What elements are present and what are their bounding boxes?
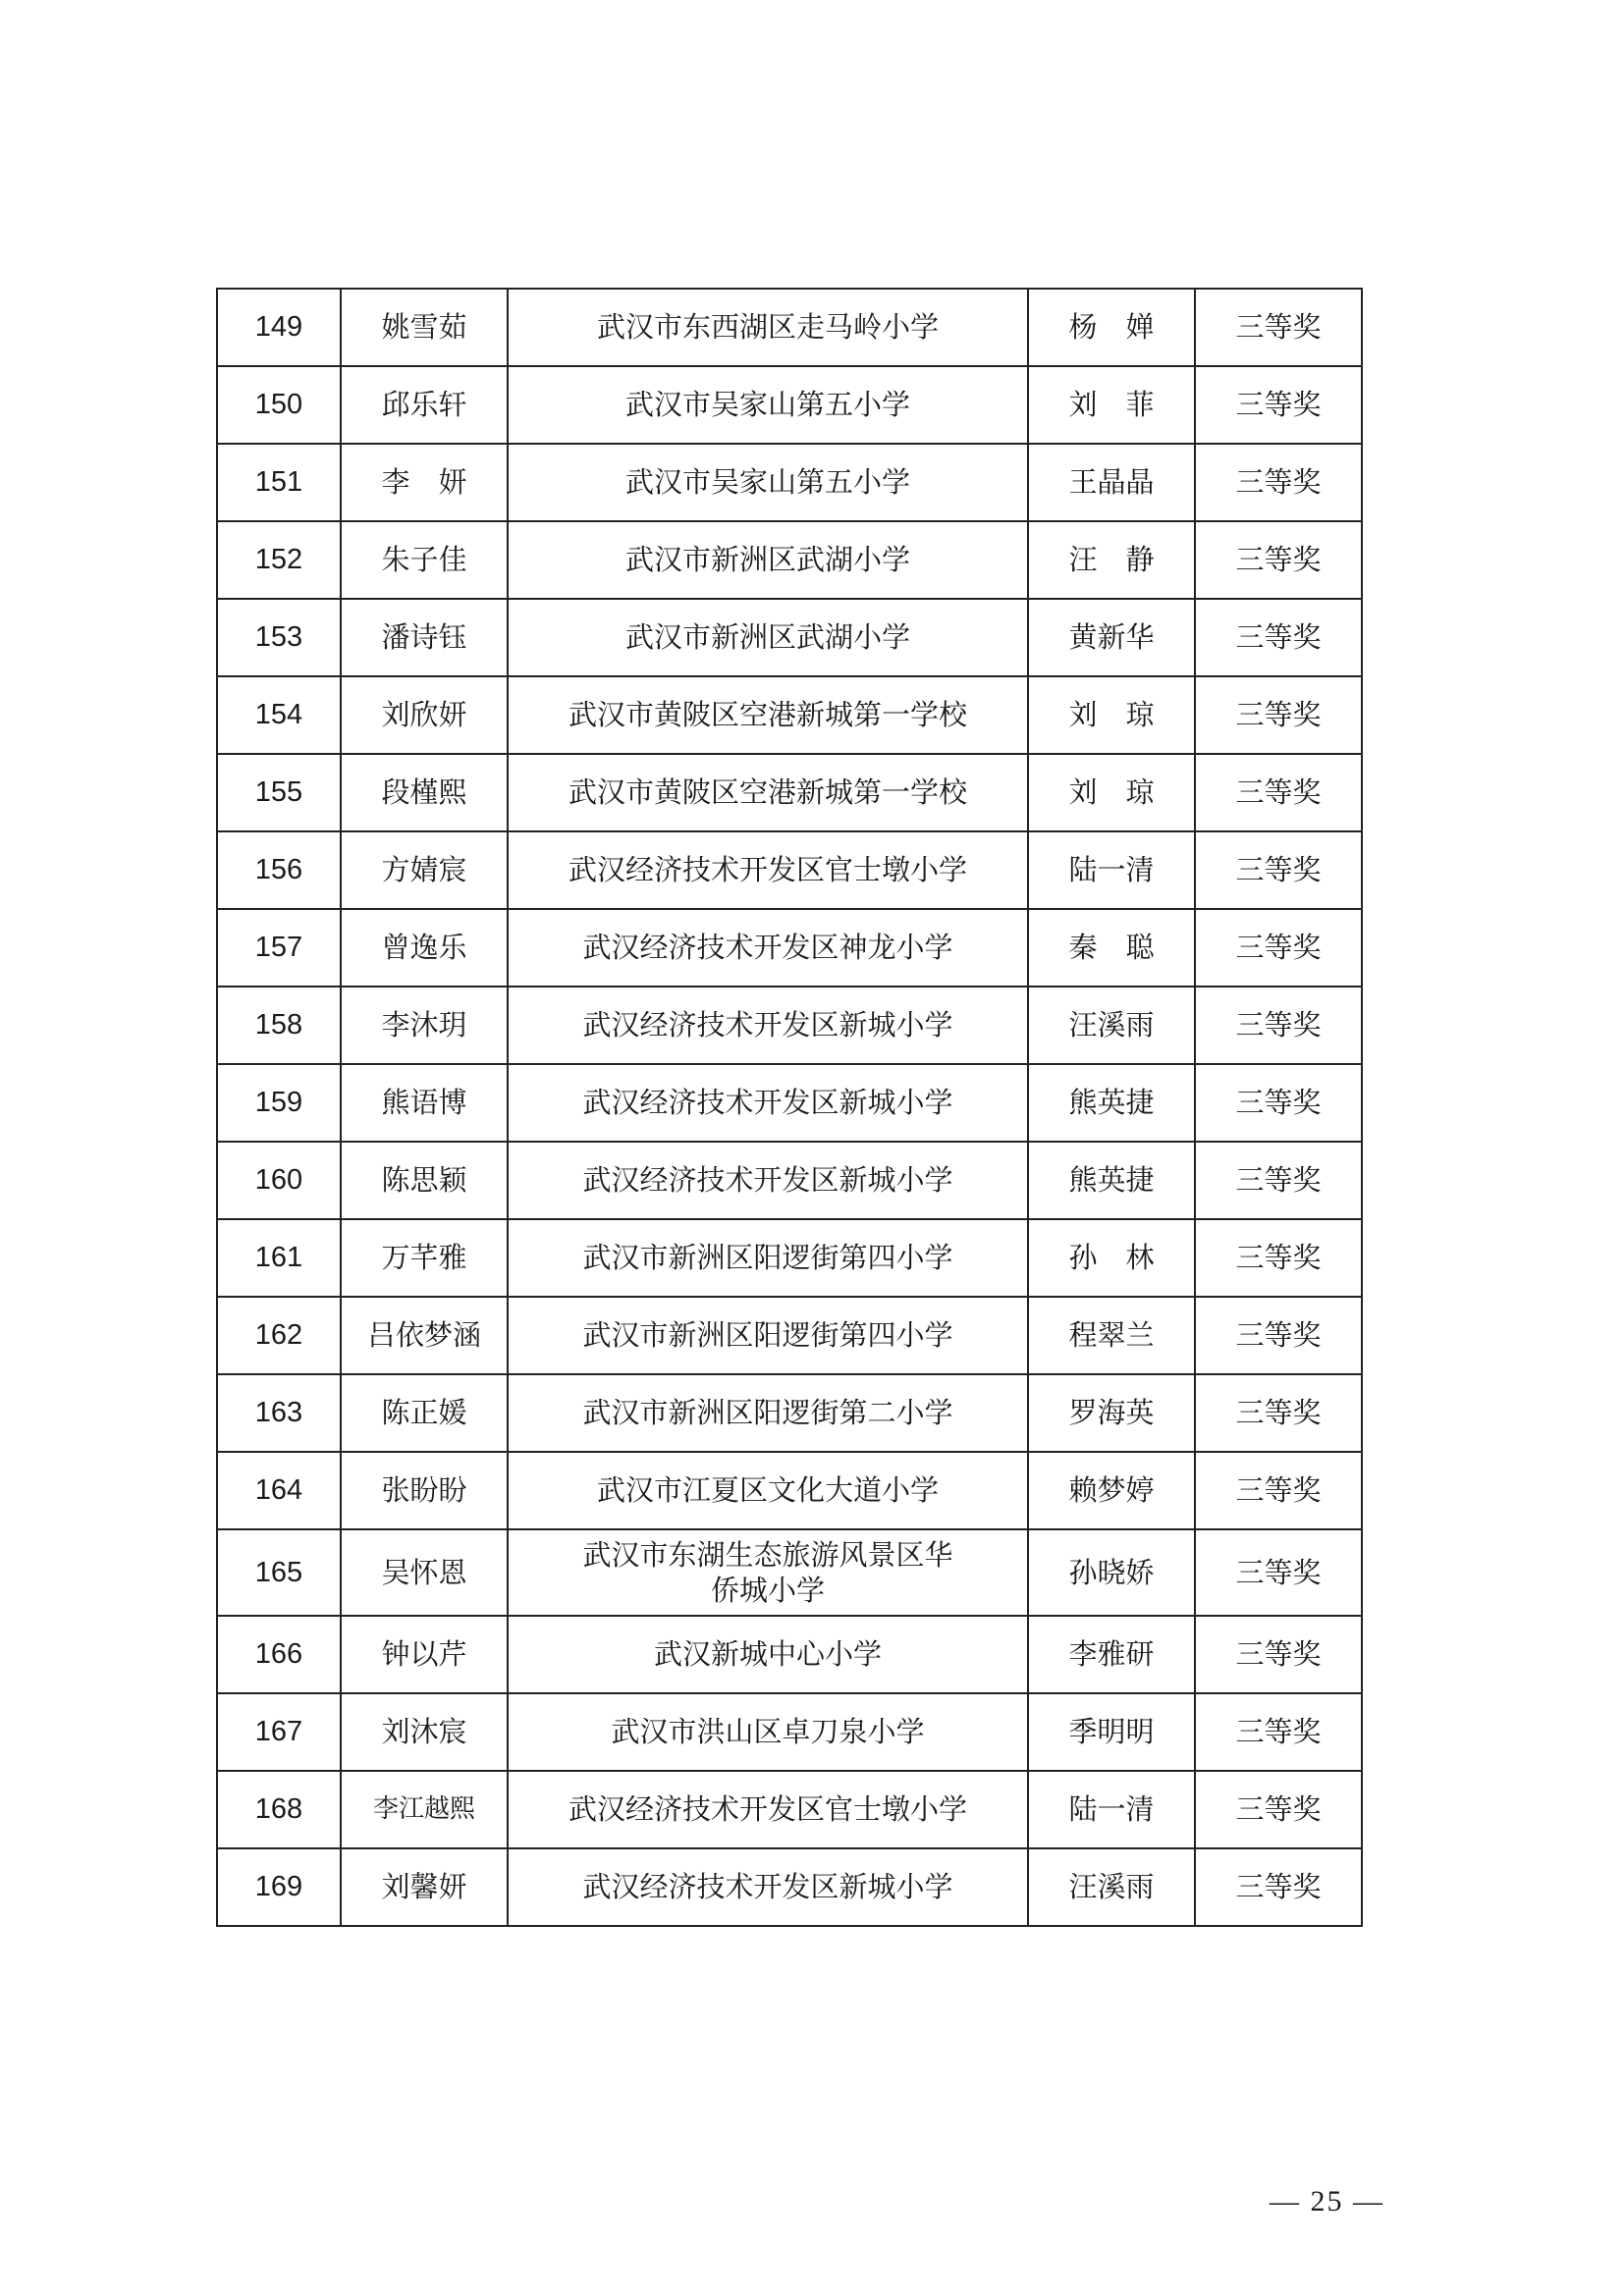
cell-name: 曾逸乐 [341, 909, 508, 987]
cell-no: 168 [217, 1771, 341, 1848]
cell-teacher: 李雅研 [1028, 1616, 1195, 1693]
table-row [217, 676, 1362, 754]
cell-no: 159 [217, 1064, 341, 1142]
cell-teacher: 王晶晶 [1028, 444, 1195, 521]
table-row [217, 1771, 1362, 1848]
cell-award: 三等奖 [1195, 1848, 1362, 1926]
cell-school: 武汉经济技术开发区新城小学 [508, 1064, 1028, 1142]
cell-teacher: 熊英捷 [1028, 1142, 1195, 1219]
cell-name: 吴怀恩 [341, 1529, 508, 1616]
cell-school: 武汉经济技术开发区新城小学 [508, 1848, 1028, 1926]
cell-teacher: 陆一清 [1028, 831, 1195, 909]
cell-award: 三等奖 [1195, 987, 1362, 1064]
cell-no: 164 [217, 1452, 341, 1529]
cell-no: 169 [217, 1848, 341, 1926]
table-row [217, 987, 1362, 1064]
cell-school: 武汉经济技术开发区官士墩小学 [508, 831, 1028, 909]
table-row [217, 599, 1362, 676]
cell-award: 三等奖 [1195, 1771, 1362, 1848]
cell-school: 武汉市新洲区武湖小学 [508, 521, 1028, 599]
cell-no: 166 [217, 1616, 341, 1693]
cell-name: 段槿熙 [341, 754, 508, 831]
cell-teacher: 孙 林 [1028, 1219, 1195, 1297]
cell-name: 李沐玥 [341, 987, 508, 1064]
cell-name: 万芊雅 [341, 1219, 508, 1297]
cell-name: 李 妍 [341, 444, 508, 521]
cell-name: 邱乐轩 [341, 366, 508, 444]
cell-no: 156 [217, 831, 341, 909]
cell-award: 三等奖 [1195, 1693, 1362, 1771]
cell-name: 方婧宸 [341, 831, 508, 909]
cell-no: 150 [217, 366, 341, 444]
table-row [217, 831, 1362, 909]
award-list-table [216, 288, 1363, 1927]
cell-no: 160 [217, 1142, 341, 1219]
cell-no: 154 [217, 676, 341, 754]
cell-school: 武汉经济技术开发区新城小学 [508, 987, 1028, 1064]
cell-award: 三等奖 [1195, 831, 1362, 909]
cell-award: 三等奖 [1195, 1452, 1362, 1529]
cell-teacher: 汪溪雨 [1028, 987, 1195, 1064]
cell-school: 武汉市东西湖区走马岭小学 [508, 289, 1028, 366]
cell-name: 李江越熙 [341, 1771, 508, 1848]
cell-no: 155 [217, 754, 341, 831]
cell-award: 三等奖 [1195, 1297, 1362, 1374]
cell-school: 武汉市新洲区阳逻街第四小学 [508, 1297, 1028, 1374]
table-row [217, 366, 1362, 444]
cell-school: 武汉市黄陂区空港新城第一学校 [508, 754, 1028, 831]
cell-award: 三等奖 [1195, 1064, 1362, 1142]
cell-school: 武汉市洪山区卓刀泉小学 [508, 1693, 1028, 1771]
table-row [217, 1693, 1362, 1771]
cell-award: 三等奖 [1195, 1529, 1362, 1616]
cell-teacher: 赖梦婷 [1028, 1452, 1195, 1529]
cell-award: 三等奖 [1195, 599, 1362, 676]
cell-teacher: 程翠兰 [1028, 1297, 1195, 1374]
cell-teacher: 刘 琼 [1028, 676, 1195, 754]
cell-no: 153 [217, 599, 341, 676]
cell-teacher: 秦 聪 [1028, 909, 1195, 987]
cell-name: 陈思颖 [341, 1142, 508, 1219]
cell-no: 167 [217, 1693, 341, 1771]
cell-no: 157 [217, 909, 341, 987]
cell-award: 三等奖 [1195, 1142, 1362, 1219]
cell-name: 钟以芹 [341, 1616, 508, 1693]
cell-name: 刘馨妍 [341, 1848, 508, 1926]
cell-award: 三等奖 [1195, 676, 1362, 754]
cell-teacher: 季明明 [1028, 1693, 1195, 1771]
cell-teacher: 陆一清 [1028, 1771, 1195, 1848]
cell-name: 潘诗钰 [341, 599, 508, 676]
cell-school: 武汉市东湖生态旅游风景区华侨城小学 [508, 1529, 1028, 1616]
table-row [217, 1616, 1362, 1693]
cell-name: 刘欣妍 [341, 676, 508, 754]
cell-no: 152 [217, 521, 341, 599]
cell-no: 163 [217, 1374, 341, 1452]
cell-school: 武汉市新洲区武湖小学 [508, 599, 1028, 676]
table-row [217, 1219, 1362, 1297]
cell-school: 武汉经济技术开发区新城小学 [508, 1142, 1028, 1219]
cell-school: 武汉市江夏区文化大道小学 [508, 1452, 1028, 1529]
cell-teacher: 汪溪雨 [1028, 1848, 1195, 1926]
cell-award: 三等奖 [1195, 754, 1362, 831]
table-row [217, 1529, 1362, 1616]
table-row [217, 1142, 1362, 1219]
cell-teacher: 汪 静 [1028, 521, 1195, 599]
cell-no: 162 [217, 1297, 341, 1374]
cell-award: 三等奖 [1195, 1374, 1362, 1452]
cell-school: 武汉市吴家山第五小学 [508, 444, 1028, 521]
page-number: — 25 — [1270, 2185, 1384, 2217]
cell-school: 武汉市新洲区阳逻街第二小学 [508, 1374, 1028, 1452]
cell-no: 158 [217, 987, 341, 1064]
cell-teacher: 杨 婵 [1028, 289, 1195, 366]
table-row [217, 1848, 1362, 1926]
table-row [217, 1374, 1362, 1452]
cell-school: 武汉市新洲区阳逻街第四小学 [508, 1219, 1028, 1297]
table-row [217, 289, 1362, 366]
cell-teacher: 罗海英 [1028, 1374, 1195, 1452]
cell-name: 朱子佳 [341, 521, 508, 599]
table-row [217, 754, 1362, 831]
cell-award: 三等奖 [1195, 444, 1362, 521]
cell-school: 武汉市吴家山第五小学 [508, 366, 1028, 444]
cell-school: 武汉经济技术开发区神龙小学 [508, 909, 1028, 987]
cell-teacher: 黄新华 [1028, 599, 1195, 676]
cell-teacher: 孙晓娇 [1028, 1529, 1195, 1616]
cell-award: 三等奖 [1195, 289, 1362, 366]
cell-no: 161 [217, 1219, 341, 1297]
cell-no: 149 [217, 289, 341, 366]
table-row [217, 1452, 1362, 1529]
cell-school: 武汉新城中心小学 [508, 1616, 1028, 1693]
cell-school: 武汉经济技术开发区官士墩小学 [508, 1771, 1028, 1848]
table-row [217, 521, 1362, 599]
cell-name: 陈正媛 [341, 1374, 508, 1452]
cell-award: 三等奖 [1195, 521, 1362, 599]
cell-school: 武汉市黄陂区空港新城第一学校 [508, 676, 1028, 754]
cell-name: 吕依梦涵 [341, 1297, 508, 1374]
cell-teacher: 熊英捷 [1028, 1064, 1195, 1142]
cell-award: 三等奖 [1195, 1616, 1362, 1693]
table-row [217, 909, 1362, 987]
table-row [217, 444, 1362, 521]
cell-name: 刘沐宸 [341, 1693, 508, 1771]
cell-name: 张盼盼 [341, 1452, 508, 1529]
table-row [217, 1064, 1362, 1142]
table-row [217, 1297, 1362, 1374]
cell-name: 熊语博 [341, 1064, 508, 1142]
cell-award: 三等奖 [1195, 909, 1362, 987]
cell-award: 三等奖 [1195, 366, 1362, 444]
cell-teacher: 刘 琼 [1028, 754, 1195, 831]
cell-name: 姚雪茹 [341, 289, 508, 366]
cell-award: 三等奖 [1195, 1219, 1362, 1297]
cell-no: 165 [217, 1529, 341, 1616]
cell-no: 151 [217, 444, 341, 521]
award-list-body [217, 289, 1362, 1926]
cell-teacher: 刘 菲 [1028, 366, 1195, 444]
